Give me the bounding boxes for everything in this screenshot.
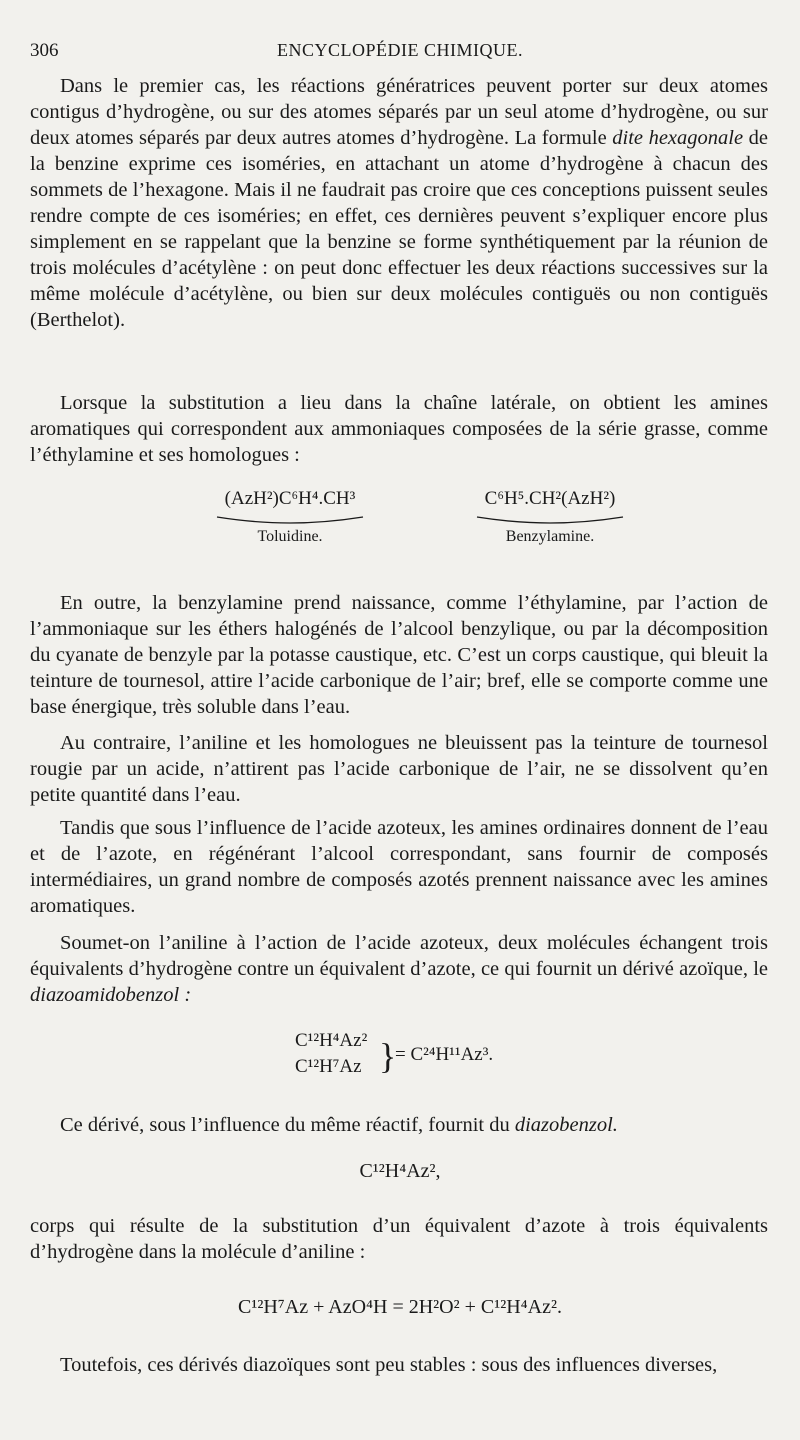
paragraph-2 <box>30 390 768 468</box>
paragraph-6 <box>30 930 768 1008</box>
paragraph-3-text: En outre, la benzylamine prend naissance, comme l’éthylamine, par l’action de l’ammoniaque sur les éthers halogénés de l’alcool benzylique, ou par la décomposition du cyanate de benzyle par la potasse caustique, etc. C’est un corps caustique, qui bleuit la teinture de tournesol, attire l’acide carbonique de l’air; bref, elle se comporte comme une base énergique, très soluble dans l’eau. <box>30 592 768 718</box>
paragraph-1-text: Dans le premier cas, les réactions génératrices peuvent porter sur deux atomes contigus d’hydrogène, ou sur des atomes séparés par un seul atome d’hydrogène, ou sur deux atomes séparés par deux autres atomes d’hydrogène. La formule <box>30 75 768 149</box>
paragraph-4 <box>30 730 768 808</box>
page-header <box>30 40 770 68</box>
paragraph-5-text: Tandis que sous l’influence de l’acide azoteux, les amines ordinaires donnent de l’eau et de l’azote, en régénérant l’alcool correspondant, sans fournir de composés intermédiaires, un grand nombre de composés azotés prennent naissance avec les amines aromatiques. <box>30 817 768 917</box>
paragraph-8-text: corps qui résulte de la substitution d’un équivalent d’azote à trois équivalents d’hydrogène dans la molécule d’aniline : <box>30 1215 768 1263</box>
paragraph-2-text: Lorsque la substitution a lieu dans la chaîne latérale, on obtient les amines aromatiques qui correspondent aux ammoniaques composées de la série grasse, comme l’éthylamine et ses homologues : <box>30 392 768 466</box>
paragraph-7-text: Ce dérivé, sous l’influence du même réactif, fournit du <box>60 1114 510 1136</box>
diazoamido-line-2: C¹²H⁷Az <box>295 1056 362 1077</box>
benzylamine-brace <box>475 516 625 524</box>
page-number: 306 <box>30 40 59 61</box>
paragraph-1-italic: dite hexagonale <box>612 127 744 149</box>
diazoamido-result: = C²⁴H¹¹Az³. <box>395 1044 494 1065</box>
toluidine-formula: (AzH²)C⁶H⁴.CH³ <box>224 488 356 509</box>
benzylamine-formula: C⁶H⁵.CH²(AzH²) <box>484 488 616 509</box>
paragraph-1-rest: de la benzine exprime ces isoméries, en attachant un atome d’hydrogène à chacun des sommets de l’hexagone. Mais il ne faudrait pas croire que ces conceptions puissent seules rendre compte de ces isoméries; en effet, ces dernières peuvent s’expliquer encore plus simplement en se rappelant que la benzine se forme synthétiquement par la réunion de trois molécules d’acétylène : on peut donc effectuer les deux réactions successives sur la même molécule d’acétylène, ou bien sur deux molécules contiguës ou non contiguës (Berthelot). <box>30 127 769 331</box>
paragraph-5 <box>30 815 768 919</box>
aniline-reaction: C¹²H⁷Az + AzO⁴H = 2H²O² + C¹²H⁴Az². <box>238 1296 562 1318</box>
paragraph-1 <box>30 73 768 333</box>
paragraph-7 <box>30 1112 768 1138</box>
diazoamido-equation <box>295 1030 494 1082</box>
paragraph-6-text: Soumet-on l’aniline à l’action de l’acide azoteux, deux molécules échangent trois équivalents d’hydrogène contre un équivalent d’azote, ce qui fournit un dérivé azoïque, le <box>30 932 768 980</box>
benzylamine-block <box>450 488 650 546</box>
diazobenzol-formula: C¹²H⁴Az², <box>359 1160 441 1182</box>
running-title: ENCYCLOPÉDIE CHIMIQUE. <box>277 40 523 60</box>
amine-formulas <box>30 488 770 558</box>
paragraph-7-italic: diazobenzol. <box>514 1114 618 1136</box>
paragraph-4-text: Au contraire, l’aniline et les homologues ne bleuissent pas la teinture de tournesol rougie par un acide, n’attirent pas l’acide carbonique de l’air, ne se dissolvent qu’en petite quantité dans l’eau. <box>30 732 768 806</box>
paragraph-9 <box>30 1352 768 1378</box>
paragraph-9-text: Toutefois, ces dérivés diazoïques sont peu stables : sous des influences diverses, <box>60 1354 718 1376</box>
benzylamine-caption: Benzylamine. <box>505 528 595 545</box>
toluidine-caption: Toluidine. <box>257 528 323 545</box>
toluidine-block <box>190 488 390 546</box>
paragraph-8 <box>30 1213 768 1265</box>
diazoamido-line-1: C¹²H⁴Az² <box>295 1030 368 1051</box>
paragraph-6-italic: diazoamidobenzol : <box>30 984 192 1006</box>
diazoamido-brace: } <box>379 1036 397 1076</box>
paragraph-3 <box>30 590 768 720</box>
toluidine-brace <box>215 516 365 524</box>
